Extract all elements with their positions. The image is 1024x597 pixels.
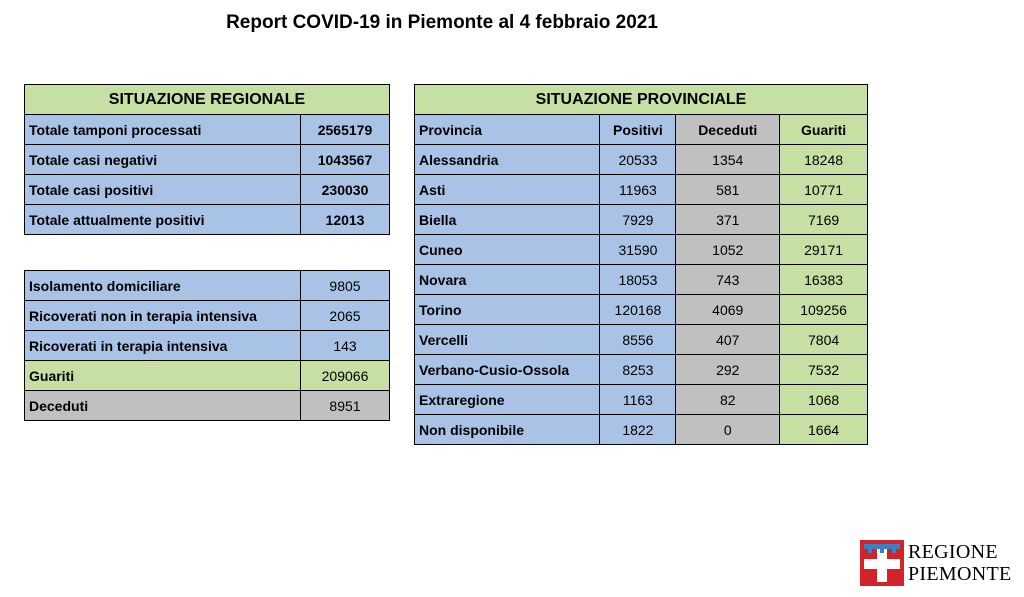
cell-guariti: 18248: [780, 145, 868, 175]
cell-positivi: 8253: [600, 355, 676, 385]
column-headers: [415, 115, 868, 145]
regional-summary-table: [24, 84, 390, 235]
row-label: Totale tamponi processati: [25, 115, 301, 145]
row-value: 12013: [301, 205, 390, 235]
cell-positivi: 7929: [600, 205, 676, 235]
cell-positivi: 1163: [600, 385, 676, 415]
cell-provincia: Alessandria: [415, 145, 600, 175]
row-label: Deceduti: [25, 391, 301, 421]
table-row: [415, 295, 868, 325]
logo-line-1: REGIONE: [908, 541, 998, 563]
cell-guariti: 10771: [780, 175, 868, 205]
cell-guariti: 16383: [780, 265, 868, 295]
cell-provincia: Asti: [415, 175, 600, 205]
table-row: [25, 301, 390, 331]
row-value: 1043567: [301, 145, 390, 175]
row-value: 209066: [301, 361, 390, 391]
regione-piemonte-logo: [860, 540, 1020, 586]
cell-deceduti: 4069: [676, 295, 780, 325]
cell-guariti: 1664: [780, 415, 868, 445]
cell-guariti: 7532: [780, 355, 868, 385]
table-row: [415, 145, 868, 175]
table-row: [415, 265, 868, 295]
regional-header: SITUAZIONE REGIONALE: [25, 85, 390, 115]
cell-provincia: Cuneo: [415, 235, 600, 265]
table-row: [25, 331, 390, 361]
table-row: [415, 235, 868, 265]
cell-positivi: 1822: [600, 415, 676, 445]
cell-provincia: Extraregione: [415, 385, 600, 415]
cell-deceduti: 1354: [676, 145, 780, 175]
row-value: 143: [301, 331, 390, 361]
cell-provincia: Non disponibile: [415, 415, 600, 445]
row-value: 2065: [301, 301, 390, 331]
report-title: Report COVID-19 in Piemonte al 4 febbraio 2021: [226, 12, 658, 33]
cell-guariti: 7169: [780, 205, 868, 235]
row-label: Ricoverati in terapia intensiva: [25, 331, 301, 361]
piemonte-crest-icon: [860, 540, 904, 586]
cell-positivi: 11963: [600, 175, 676, 205]
table-row: [415, 355, 868, 385]
row-value: 230030: [301, 175, 390, 205]
table-row: [25, 205, 390, 235]
cell-guariti: 7804: [780, 325, 868, 355]
row-label: Totale attualmente positivi: [25, 205, 301, 235]
table-row: [25, 361, 390, 391]
table-row: [415, 325, 868, 355]
cell-deceduti: 371: [676, 205, 780, 235]
row-value: 2565179: [301, 115, 390, 145]
cell-provincia: Vercelli: [415, 325, 600, 355]
table-row: [25, 175, 390, 205]
provincial-table: [414, 84, 868, 445]
cell-deceduti: 292: [676, 355, 780, 385]
row-value: 8951: [301, 391, 390, 421]
cell-guariti: 1068: [780, 385, 868, 415]
cell-deceduti: 82: [676, 385, 780, 415]
row-label: Ricoverati non in terapia intensiva: [25, 301, 301, 331]
cell-positivi: 120168: [600, 295, 676, 325]
table-row: [415, 415, 868, 445]
logo-line-2: PIEMONTE: [908, 563, 1012, 585]
cell-positivi: 31590: [600, 235, 676, 265]
regional-detail-table: [24, 270, 390, 421]
cell-guariti: 109256: [780, 295, 868, 325]
table-row: [25, 271, 390, 301]
table-row: [25, 391, 390, 421]
col-header-positivi: Positivi: [600, 115, 676, 145]
cell-positivi: 18053: [600, 265, 676, 295]
row-label: Guariti: [25, 361, 301, 391]
row-value: 9805: [301, 271, 390, 301]
logo-text: [908, 541, 1012, 585]
cell-deceduti: 581: [676, 175, 780, 205]
col-header-provincia: Provincia: [415, 115, 600, 145]
cell-provincia: Novara: [415, 265, 600, 295]
cell-provincia: Biella: [415, 205, 600, 235]
cell-deceduti: 407: [676, 325, 780, 355]
cell-positivi: 20533: [600, 145, 676, 175]
table-row: [415, 385, 868, 415]
table-row: [25, 145, 390, 175]
row-label: Isolamento domiciliare: [25, 271, 301, 301]
cell-provincia: Verbano-Cusio-Ossola: [415, 355, 600, 385]
cell-guariti: 29171: [780, 235, 868, 265]
row-label: Totale casi positivi: [25, 175, 301, 205]
col-header-deceduti: Deceduti: [676, 115, 780, 145]
provincial-header: SITUAZIONE PROVINCIALE: [415, 85, 868, 115]
cell-provincia: Torino: [415, 295, 600, 325]
table-row: [25, 115, 390, 145]
col-header-guariti: Guariti: [780, 115, 868, 145]
cell-deceduti: 0: [676, 415, 780, 445]
table-row: [415, 175, 868, 205]
cell-deceduti: 1052: [676, 235, 780, 265]
table-row: [415, 205, 868, 235]
cell-positivi: 8556: [600, 325, 676, 355]
row-label: Totale casi negativi: [25, 145, 301, 175]
cell-deceduti: 743: [676, 265, 780, 295]
